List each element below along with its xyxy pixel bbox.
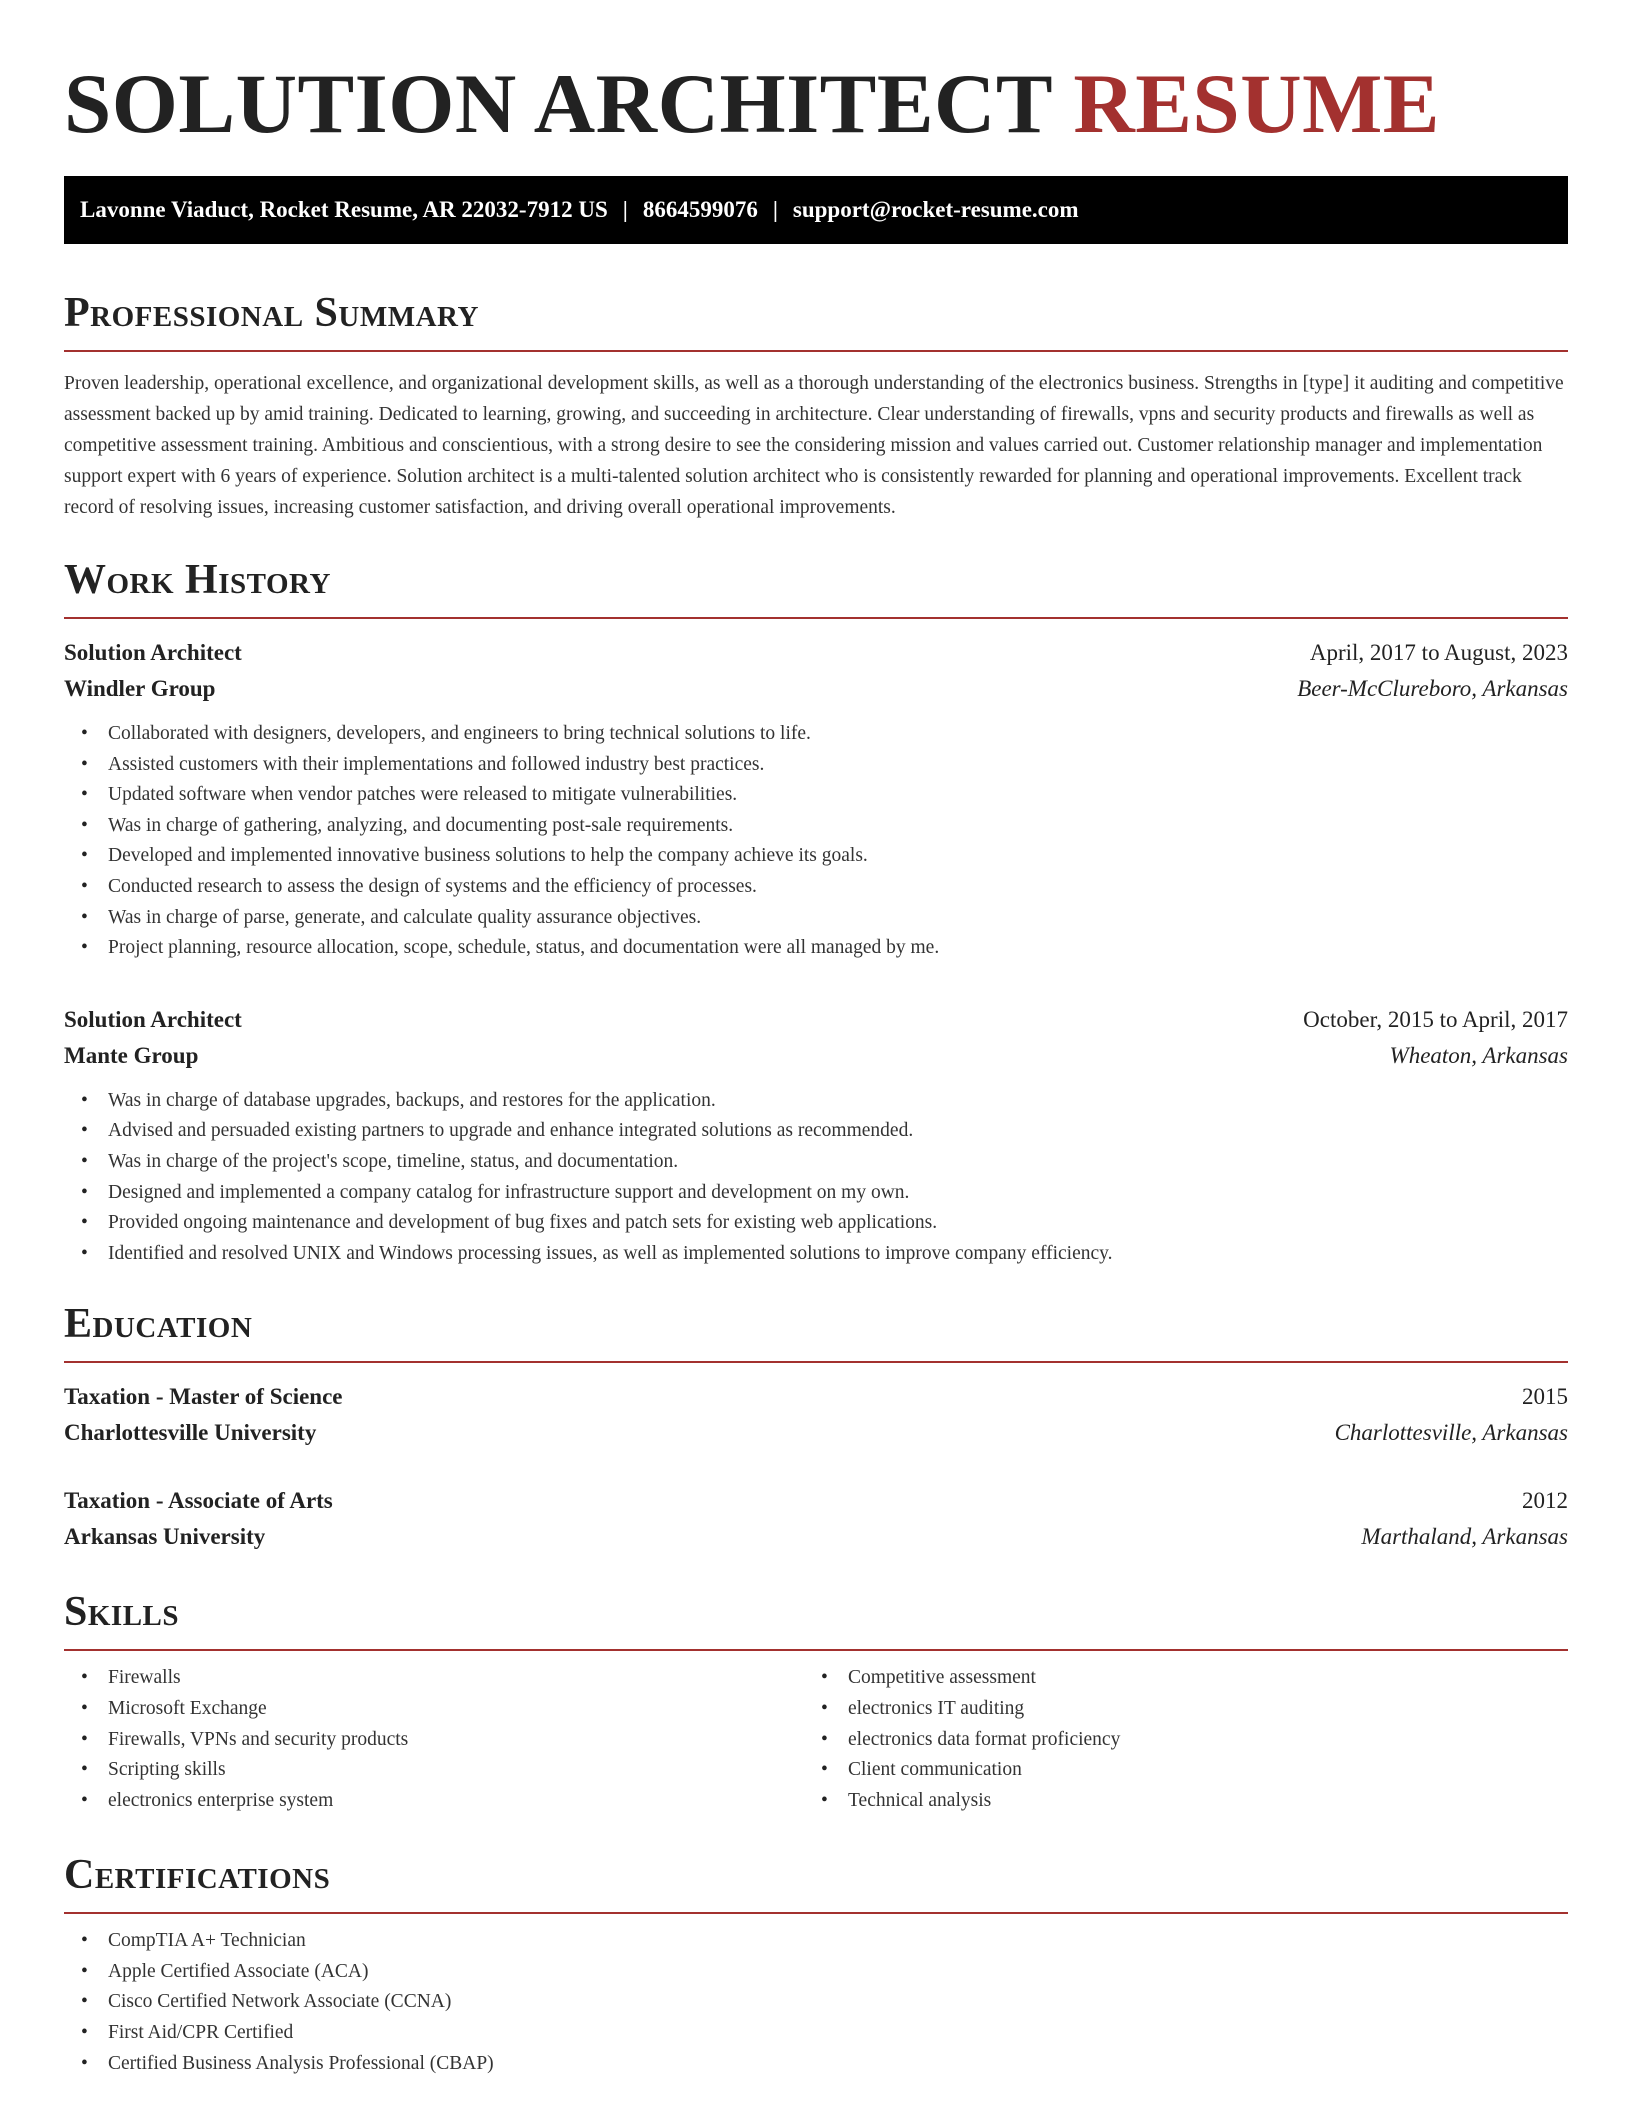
section-heading: Professional Summary: [64, 290, 479, 336]
contact-bar: [64, 176, 1568, 244]
certification-item: • Certified Business Analysis Professional (CBAP): [64, 2049, 1568, 2080]
list-item: • Assisted customers with their implementations and followed industry best practices.: [64, 750, 1568, 781]
certification-item: • Apple Certified Associate (ACA): [64, 1957, 1568, 1988]
list-item: • Designed and implemented a company catalog for infrastructure support and development on my own.: [64, 1178, 1568, 1209]
contact-address: Lavonne Viaduct, Rocket Resume, AR 22032-7912 US: [80, 197, 608, 222]
education-school: Charlottesville University: [64, 1420, 317, 1446]
skill-item: • Firewalls: [64, 1663, 804, 1694]
education-location: Charlottesville, Arkansas: [1334, 1420, 1568, 1446]
education-degree: Taxation - Associate of Arts: [64, 1488, 333, 1514]
job-location: Beer-McClureboro, Arkansas: [1297, 676, 1568, 701]
certifications-section: [64, 1848, 1568, 2079]
skill-item: • Client communication: [804, 1755, 1544, 1786]
section-divider: [64, 1649, 1568, 1651]
skill-item: • Microsoft Exchange: [64, 1694, 804, 1725]
section-divider: [64, 1912, 1568, 1914]
skills-grid: [64, 1663, 1568, 1816]
skill-item: • electronics data format proficiency: [804, 1725, 1544, 1756]
summary-text: Proven leadership, operational excellence, and organizational development skills, as well as a thorough understanding of the electronics business. Strengths in [type] it auditing and competitive assessment backed up by amid training. Dedicated to learning, growing, and succeeding in architecture. Clear understanding of firewalls, vpns and security products and firewalls as well as competitive assessment training. Ambitious and conscientious, with a strong desire to see the considering mission and values carried out. Customer relationship manager and implementation support expert with 6 years of experience. Solution architect is a multi-talented solution architect who is consistently rewarded for planning and operational improvements. Excellent track record of resolving issues, increasing customer satisfaction, and driving overall operational improvements.: [64, 373, 1564, 518]
education-section: [64, 1297, 1568, 1555]
list-item: • Provided ongoing maintenance and development of bug fixes and patch sets for existing web applications.: [64, 1208, 1568, 1239]
education-location: Marthaland, Arkansas: [1361, 1524, 1568, 1550]
title-accent: RESUME: [1073, 57, 1441, 151]
job-duties-list: [64, 1086, 1568, 1270]
work-history-section: [64, 553, 1568, 1269]
section-heading: Work History: [64, 557, 331, 603]
job-subheader: [64, 1038, 1568, 1074]
job-title: Solution Architect: [64, 640, 242, 665]
job-entry: [64, 1002, 1568, 1270]
section-heading: Education: [64, 1301, 253, 1348]
list-item: • Updated software when vendor patches were released to mitigate vulnerabilities.: [64, 780, 1568, 811]
skill-item: • Scripting skills: [64, 1755, 804, 1786]
job-dates: October, 2015 to April, 2017: [1303, 1006, 1568, 1032]
section-divider: [64, 350, 1568, 352]
job-subheader: [64, 671, 1568, 707]
education-header: [64, 1483, 1568, 1519]
job-header: [64, 635, 1568, 671]
job-title: Solution Architect: [64, 1006, 242, 1032]
certifications-list: [64, 1926, 1568, 2079]
list-item: • Conducted research to assess the design of systems and the efficiency of processes.: [64, 872, 1568, 903]
contact-separator: |: [772, 197, 778, 222]
contact-separator: |: [622, 197, 628, 222]
contact-phone: 8664599076: [642, 197, 758, 222]
skills-section: [64, 1585, 1568, 1816]
job-header: [64, 1002, 1568, 1038]
list-item: • Project planning, resource allocation, scope, schedule, status, and documentation were all managed by me.: [64, 933, 1568, 964]
education-year: 2012: [1522, 1488, 1568, 1514]
education-entry: [64, 1379, 1568, 1451]
certification-item: • Cisco Certified Network Associate (CCNA): [64, 1987, 1568, 2018]
job-company: Windler Group: [64, 676, 216, 701]
list-item: • Identified and resolved UNIX and Windows processing issues, as well as implemented solutions to improve company efficiency.: [64, 1239, 1568, 1270]
skills-list-right: [804, 1663, 1544, 1816]
section-heading: Skills: [64, 1589, 180, 1636]
resume-title: [64, 56, 1568, 152]
education-subheader: [64, 1519, 1568, 1555]
skill-item: • electronics enterprise system: [64, 1786, 804, 1817]
list-item: • Was in charge of parse, generate, and calculate quality assurance objectives.: [64, 903, 1568, 934]
education-entry: [64, 1483, 1568, 1555]
education-degree: Taxation - Master of Science: [64, 1384, 343, 1410]
education-header: [64, 1379, 1568, 1415]
certification-item: • First Aid/CPR Certified: [64, 2018, 1568, 2049]
section-heading: Certifications: [64, 1852, 331, 1899]
education-year: 2015: [1522, 1384, 1568, 1410]
list-item: • Was in charge of the project's scope, timeline, status, and documentation.: [64, 1147, 1568, 1178]
section-divider: [64, 1361, 1568, 1363]
skill-item: • Technical analysis: [804, 1786, 1544, 1817]
job-company: Mante Group: [64, 1042, 199, 1068]
education-school: Arkansas University: [64, 1524, 266, 1550]
list-item: • Advised and persuaded existing partners to upgrade and enhance integrated solutions as recommended.: [64, 1116, 1568, 1147]
education-subheader: [64, 1415, 1568, 1451]
job-location: Wheaton, Arkansas: [1389, 1042, 1568, 1068]
contact-email: support@rocket-resume.com: [792, 197, 1079, 222]
list-item: • Developed and implemented innovative business solutions to help the company achieve its goals.: [64, 841, 1568, 872]
skill-item: • Firewalls, VPNs and security products: [64, 1725, 804, 1756]
skill-item: • Competitive assessment: [804, 1663, 1544, 1694]
list-item: • Was in charge of database upgrades, backups, and restores for the application.: [64, 1086, 1568, 1117]
skill-item: • electronics IT auditing: [804, 1694, 1544, 1725]
job-dates: April, 2017 to August, 2023: [1309, 640, 1568, 665]
certification-item: • CompTIA A+ Technician: [64, 1926, 1568, 1957]
title-main: SOLUTION ARCHITECT: [64, 57, 1052, 151]
skills-list-left: [64, 1663, 804, 1816]
summary-section: [64, 286, 1568, 523]
job-entry: [64, 635, 1568, 964]
list-item: • Collaborated with designers, developers, and engineers to bring technical solutions to life.: [64, 719, 1568, 750]
section-divider: [64, 617, 1568, 619]
job-duties-list: [64, 719, 1568, 964]
list-item: • Was in charge of gathering, analyzing, and documenting post-sale requirements.: [64, 811, 1568, 842]
